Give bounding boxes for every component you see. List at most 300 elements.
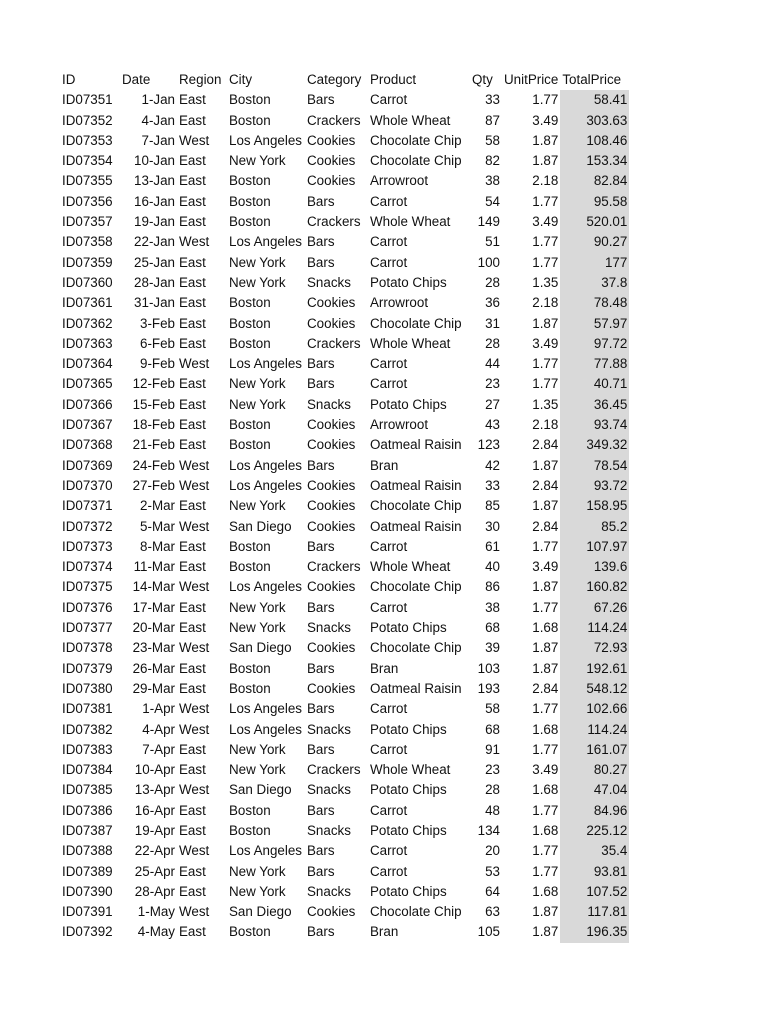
cell-city[interactable]: New York <box>229 274 286 290</box>
cell-region[interactable]: West <box>179 640 210 656</box>
cell-region[interactable]: East <box>179 559 206 575</box>
cell-product[interactable]: Chocolate Chip <box>370 315 462 331</box>
cell-id[interactable]: ID07373 <box>62 538 113 554</box>
cell-region[interactable]: West <box>179 477 210 493</box>
cell-id[interactable]: ID07365 <box>62 376 113 392</box>
cell-total-price[interactable]: 97.72 <box>560 334 629 354</box>
cell-category[interactable]: Cookies <box>307 437 356 453</box>
cell-unit-price[interactable]: 2.84 <box>532 518 559 534</box>
cell-unit-price[interactable]: 1.87 <box>532 904 559 920</box>
cell-qty[interactable]: 20 <box>485 843 500 859</box>
cell-date[interactable]: 8-Mar <box>140 538 175 554</box>
cell-id[interactable]: ID07368 <box>62 437 113 453</box>
cell-date[interactable]: 28-Apr <box>134 883 175 899</box>
header-region[interactable]: Region <box>179 72 222 87</box>
cell-qty[interactable]: 64 <box>485 883 500 899</box>
cell-region[interactable]: East <box>179 376 206 392</box>
cell-region[interactable]: East <box>179 680 206 696</box>
cell-qty[interactable]: 38 <box>485 599 500 615</box>
cell-category[interactable]: Bars <box>307 863 335 879</box>
cell-qty[interactable]: 30 <box>485 518 500 534</box>
cell-city[interactable]: San Diego <box>229 904 292 920</box>
cell-region[interactable]: East <box>179 599 206 615</box>
cell-id[interactable]: ID07390 <box>62 883 113 899</box>
cell-city[interactable]: Boston <box>229 559 271 575</box>
cell-id[interactable]: ID07364 <box>62 356 113 372</box>
cell-product[interactable]: Carrot <box>370 863 408 879</box>
cell-id[interactable]: ID07354 <box>62 153 113 169</box>
cell-region[interactable]: West <box>179 457 210 473</box>
cell-total-price[interactable]: 114.24 <box>560 618 629 638</box>
cell-total-price[interactable]: 80.27 <box>560 760 629 780</box>
cell-city[interactable]: New York <box>229 153 286 169</box>
cell-id[interactable]: ID07386 <box>62 802 113 818</box>
cell-id[interactable]: ID07385 <box>62 782 113 798</box>
cell-qty[interactable]: 38 <box>485 173 500 189</box>
cell-qty[interactable]: 68 <box>485 721 500 737</box>
cell-total-price[interactable]: 84.96 <box>560 801 629 821</box>
cell-product[interactable]: Potato Chips <box>370 620 447 636</box>
cell-city[interactable]: Boston <box>229 924 271 940</box>
cell-total-price[interactable]: 78.54 <box>560 456 629 476</box>
cell-id[interactable]: ID07362 <box>62 315 113 331</box>
cell-category[interactable]: Bars <box>307 356 335 372</box>
cell-category[interactable]: Bars <box>307 234 335 250</box>
cell-total-price[interactable]: 349.32 <box>560 435 629 455</box>
cell-category[interactable]: Bars <box>307 599 335 615</box>
cell-total-price[interactable]: 117.81 <box>560 902 629 922</box>
cell-product[interactable]: Potato Chips <box>370 274 447 290</box>
cell-total-price[interactable]: 160.82 <box>560 577 629 597</box>
cell-city[interactable]: New York <box>229 863 286 879</box>
cell-qty[interactable]: 39 <box>485 640 500 656</box>
cell-unit-price[interactable]: 1.87 <box>532 457 559 473</box>
cell-unit-price[interactable]: 1.77 <box>532 843 559 859</box>
cell-category[interactable]: Crackers <box>307 335 361 351</box>
cell-category[interactable]: Bars <box>307 660 335 676</box>
header-id[interactable]: ID <box>62 72 76 87</box>
cell-region[interactable]: East <box>179 274 206 290</box>
cell-category[interactable]: Crackers <box>307 214 361 230</box>
cell-total-price[interactable]: 139.6 <box>560 557 629 577</box>
cell-id[interactable]: ID07366 <box>62 396 113 412</box>
cell-total-price[interactable]: 82.84 <box>560 171 629 191</box>
cell-product[interactable]: Bran <box>370 457 399 473</box>
cell-id[interactable]: ID07357 <box>62 214 113 230</box>
header-qty[interactable]: Qty <box>472 72 493 87</box>
cell-qty[interactable]: 23 <box>485 376 500 392</box>
cell-unit-price[interactable]: 1.35 <box>532 396 559 412</box>
cell-total-price[interactable]: 93.81 <box>560 862 629 882</box>
cell-total-price[interactable]: 47.04 <box>560 780 629 800</box>
cell-category[interactable]: Cookies <box>307 579 356 595</box>
cell-date[interactable]: 11-Mar <box>133 559 175 575</box>
cell-category[interactable]: Cookies <box>307 173 356 189</box>
cell-unit-price[interactable]: 1.87 <box>532 153 559 169</box>
cell-region[interactable]: West <box>179 518 210 534</box>
cell-qty[interactable]: 27 <box>485 396 500 412</box>
cell-date[interactable]: 15-Feb <box>132 396 175 412</box>
cell-qty[interactable]: 33 <box>485 477 500 493</box>
cell-qty[interactable]: 86 <box>485 579 500 595</box>
cell-qty[interactable]: 23 <box>485 762 500 778</box>
cell-product[interactable]: Chocolate Chip <box>370 153 462 169</box>
cell-qty[interactable]: 28 <box>485 335 500 351</box>
cell-product[interactable]: Oatmeal Raisin <box>370 518 462 534</box>
cell-region[interactable]: West <box>179 234 210 250</box>
cell-region[interactable]: East <box>179 822 206 838</box>
cell-qty[interactable]: 53 <box>485 863 500 879</box>
cell-id[interactable]: ID07359 <box>62 254 113 270</box>
cell-date[interactable]: 7-Jan <box>141 132 175 148</box>
cell-qty[interactable]: 44 <box>485 356 500 372</box>
cell-region[interactable]: East <box>179 538 206 554</box>
cell-id[interactable]: ID07378 <box>62 640 113 656</box>
cell-id[interactable]: ID07356 <box>62 193 113 209</box>
cell-total-price[interactable]: 58.41 <box>560 90 629 110</box>
cell-city[interactable]: San Diego <box>229 782 292 798</box>
cell-qty[interactable]: 82 <box>485 153 500 169</box>
cell-category[interactable]: Cookies <box>307 640 356 656</box>
cell-qty[interactable]: 51 <box>485 234 500 250</box>
cell-date[interactable]: 6-Feb <box>140 335 175 351</box>
cell-total-price[interactable]: 107.52 <box>560 882 629 902</box>
cell-category[interactable]: Bars <box>307 457 335 473</box>
cell-total-price[interactable]: 520.01 <box>560 212 629 232</box>
cell-city[interactable]: New York <box>229 599 286 615</box>
cell-date[interactable]: 16-Jan <box>134 193 175 209</box>
cell-city[interactable]: New York <box>229 883 286 899</box>
cell-category[interactable]: Bars <box>307 741 335 757</box>
cell-product[interactable]: Oatmeal Raisin <box>370 680 462 696</box>
cell-product[interactable]: Potato Chips <box>370 396 447 412</box>
cell-id[interactable]: ID07375 <box>62 579 113 595</box>
cell-date[interactable]: 29-Mar <box>132 680 175 696</box>
header-product[interactable]: Product <box>370 72 417 87</box>
cell-region[interactable]: West <box>179 701 210 717</box>
cell-date[interactable]: 22-Jan <box>134 234 175 250</box>
cell-id[interactable]: ID07391 <box>62 904 113 920</box>
cell-city[interactable]: Boston <box>229 437 271 453</box>
cell-id[interactable]: ID07372 <box>62 518 113 534</box>
cell-date[interactable]: 31-Jan <box>134 295 175 311</box>
cell-unit-price[interactable]: 1.77 <box>532 356 559 372</box>
cell-category[interactable]: Snacks <box>307 883 351 899</box>
cell-city[interactable]: New York <box>229 254 286 270</box>
cell-region[interactable]: East <box>179 335 206 351</box>
cell-unit-price[interactable]: 1.77 <box>532 538 559 554</box>
cell-qty[interactable]: 149 <box>477 214 500 230</box>
header-total-price[interactable]: TotalPrice <box>562 72 622 87</box>
cell-qty[interactable]: 43 <box>485 417 500 433</box>
cell-unit-price[interactable]: 1.77 <box>532 863 559 879</box>
cell-category[interactable]: Cookies <box>307 680 356 696</box>
cell-qty[interactable]: 68 <box>485 620 500 636</box>
header-date[interactable]: Date <box>122 72 151 87</box>
cell-unit-price[interactable]: 1.87 <box>532 498 559 514</box>
cell-unit-price[interactable]: 1.77 <box>532 802 559 818</box>
cell-date[interactable]: 13-Apr <box>134 782 175 798</box>
cell-region[interactable]: East <box>179 620 206 636</box>
cell-city[interactable]: Los Angeles <box>229 579 302 595</box>
cell-date[interactable]: 17-Mar <box>132 599 175 615</box>
cell-qty[interactable]: 105 <box>477 924 500 940</box>
cell-product[interactable]: Carrot <box>370 843 408 859</box>
cell-region[interactable]: East <box>179 214 206 230</box>
cell-total-price[interactable]: 196.35 <box>560 922 629 942</box>
cell-unit-price[interactable]: 3.49 <box>532 214 559 230</box>
cell-total-price[interactable]: 153.34 <box>560 151 629 171</box>
cell-product[interactable]: Carrot <box>370 599 408 615</box>
cell-region[interactable]: East <box>179 762 206 778</box>
cell-region[interactable]: East <box>179 315 206 331</box>
cell-id[interactable]: ID07353 <box>62 132 113 148</box>
cell-category[interactable]: Cookies <box>307 295 356 311</box>
cell-id[interactable]: ID07376 <box>62 599 113 615</box>
cell-product[interactable]: Carrot <box>370 741 408 757</box>
cell-category[interactable]: Bars <box>307 701 335 717</box>
cell-total-price[interactable]: 107.97 <box>560 537 629 557</box>
cell-qty[interactable]: 123 <box>477 437 500 453</box>
cell-product[interactable]: Carrot <box>370 538 408 554</box>
cell-total-price[interactable]: 57.97 <box>560 314 629 334</box>
cell-product[interactable]: Potato Chips <box>370 721 447 737</box>
cell-date[interactable]: 13-Jan <box>134 173 175 189</box>
cell-date[interactable]: 22-Apr <box>134 843 175 859</box>
cell-product[interactable]: Chocolate Chip <box>370 904 462 920</box>
header-city[interactable]: City <box>229 72 253 87</box>
cell-unit-price[interactable]: 1.77 <box>532 254 559 270</box>
cell-total-price[interactable]: 93.74 <box>560 415 629 435</box>
cell-date[interactable]: 12-Feb <box>132 376 175 392</box>
cell-city[interactable]: Boston <box>229 822 271 838</box>
cell-date[interactable]: 4-Jan <box>141 112 175 128</box>
cell-unit-price[interactable]: 1.87 <box>532 660 559 676</box>
cell-category[interactable]: Crackers <box>307 559 361 575</box>
cell-product[interactable]: Oatmeal Raisin <box>370 477 462 493</box>
cell-category[interactable]: Cookies <box>307 518 356 534</box>
cell-product[interactable]: Bran <box>370 660 399 676</box>
cell-date[interactable]: 25-Jan <box>134 254 175 270</box>
cell-id[interactable]: ID07361 <box>62 295 113 311</box>
cell-city[interactable]: Los Angeles <box>229 721 302 737</box>
cell-category[interactable]: Bars <box>307 193 335 209</box>
cell-total-price[interactable]: 78.48 <box>560 293 629 313</box>
cell-region[interactable]: East <box>179 802 206 818</box>
cell-region[interactable]: West <box>179 721 210 737</box>
cell-city[interactable]: Boston <box>229 112 271 128</box>
cell-date[interactable]: 27-Feb <box>132 477 175 493</box>
cell-id[interactable]: ID07382 <box>62 721 113 737</box>
cell-unit-price[interactable]: 1.68 <box>532 883 559 899</box>
cell-qty[interactable]: 48 <box>485 802 500 818</box>
cell-date[interactable]: 16-Apr <box>134 802 175 818</box>
header-unit-price[interactable]: UnitPrice <box>504 72 559 87</box>
cell-date[interactable]: 1-Apr <box>142 701 175 717</box>
cell-unit-price[interactable]: 2.18 <box>532 173 559 189</box>
cell-total-price[interactable]: 90.27 <box>560 232 629 252</box>
cell-date[interactable]: 2-Mar <box>140 498 175 514</box>
cell-city[interactable]: Los Angeles <box>229 132 302 148</box>
cell-city[interactable]: Boston <box>229 173 271 189</box>
cell-id[interactable]: ID07367 <box>62 417 113 433</box>
cell-id[interactable]: ID07392 <box>62 924 113 940</box>
cell-product[interactable]: Potato Chips <box>370 782 447 798</box>
cell-date[interactable]: 4-Apr <box>142 721 175 737</box>
cell-date[interactable]: 3-Feb <box>140 315 175 331</box>
cell-city[interactable]: Boston <box>229 193 271 209</box>
cell-unit-price[interactable]: 2.84 <box>532 477 559 493</box>
cell-unit-price[interactable]: 2.18 <box>532 295 559 311</box>
cell-unit-price[interactable]: 1.87 <box>532 924 559 940</box>
cell-region[interactable]: East <box>179 193 206 209</box>
cell-category[interactable]: Cookies <box>307 417 356 433</box>
cell-id[interactable]: ID07379 <box>62 660 113 676</box>
cell-id[interactable]: ID07381 <box>62 701 113 717</box>
cell-total-price[interactable]: 158.95 <box>560 496 629 516</box>
cell-city[interactable]: New York <box>229 498 286 514</box>
cell-id[interactable]: ID07363 <box>62 335 113 351</box>
cell-product[interactable]: Chocolate Chip <box>370 640 462 656</box>
cell-qty[interactable]: 91 <box>485 741 500 757</box>
cell-unit-price[interactable]: 1.77 <box>532 193 559 209</box>
cell-product[interactable]: Arrowroot <box>370 295 429 311</box>
cell-category[interactable]: Cookies <box>307 477 356 493</box>
cell-product[interactable]: Whole Wheat <box>370 214 451 230</box>
cell-unit-price[interactable]: 1.77 <box>532 234 559 250</box>
cell-total-price[interactable]: 93.72 <box>560 476 629 496</box>
cell-city[interactable]: Los Angeles <box>229 457 302 473</box>
cell-date[interactable]: 23-Mar <box>132 640 175 656</box>
cell-city[interactable]: Los Angeles <box>229 477 302 493</box>
cell-region[interactable]: East <box>179 92 206 108</box>
cell-category[interactable]: Cookies <box>307 904 356 920</box>
cell-city[interactable]: New York <box>229 741 286 757</box>
cell-total-price[interactable]: 72.93 <box>560 638 629 658</box>
cell-city[interactable]: Boston <box>229 335 271 351</box>
cell-unit-price[interactable]: 1.68 <box>532 822 559 838</box>
cell-region[interactable]: East <box>179 153 206 169</box>
cell-category[interactable]: Bars <box>307 538 335 554</box>
cell-unit-price[interactable]: 1.68 <box>532 782 559 798</box>
cell-total-price[interactable]: 177 <box>560 253 629 273</box>
cell-region[interactable]: East <box>179 173 206 189</box>
cell-product[interactable]: Chocolate Chip <box>370 579 462 595</box>
cell-unit-price[interactable]: 3.49 <box>532 335 559 351</box>
cell-region[interactable]: West <box>179 904 210 920</box>
cell-category[interactable]: Snacks <box>307 721 351 737</box>
cell-category[interactable]: Bars <box>307 924 335 940</box>
cell-unit-price[interactable]: 1.87 <box>532 132 559 148</box>
cell-unit-price[interactable]: 1.77 <box>532 701 559 717</box>
cell-id[interactable]: ID07355 <box>62 173 113 189</box>
cell-product[interactable]: Arrowroot <box>370 417 429 433</box>
cell-total-price[interactable]: 40.71 <box>560 374 629 394</box>
cell-date[interactable]: 18-Feb <box>132 417 175 433</box>
cell-unit-price[interactable]: 2.18 <box>532 417 559 433</box>
cell-city[interactable]: Boston <box>229 295 271 311</box>
cell-region[interactable]: East <box>179 295 206 311</box>
cell-id[interactable]: ID07360 <box>62 274 113 290</box>
cell-city[interactable]: Boston <box>229 680 271 696</box>
cell-date[interactable]: 4-May <box>137 924 175 940</box>
cell-unit-price[interactable]: 1.77 <box>532 376 559 392</box>
cell-total-price[interactable]: 36.45 <box>560 395 629 415</box>
cell-total-price[interactable]: 37.8 <box>560 273 629 293</box>
cell-product[interactable]: Whole Wheat <box>370 112 451 128</box>
cell-city[interactable]: Boston <box>229 538 271 554</box>
cell-qty[interactable]: 28 <box>485 782 500 798</box>
cell-region[interactable]: East <box>179 254 206 270</box>
cell-city[interactable]: Boston <box>229 214 271 230</box>
cell-qty[interactable]: 103 <box>477 660 500 676</box>
cell-category[interactable]: Cookies <box>307 153 356 169</box>
cell-date[interactable]: 21-Feb <box>132 437 175 453</box>
cell-city[interactable]: Boston <box>229 92 271 108</box>
cell-unit-price[interactable]: 1.68 <box>532 620 559 636</box>
cell-qty[interactable]: 87 <box>485 112 500 128</box>
cell-category[interactable]: Bars <box>307 376 335 392</box>
cell-product[interactable]: Chocolate Chip <box>370 498 462 514</box>
cell-unit-price[interactable]: 2.84 <box>532 437 559 453</box>
cell-unit-price[interactable]: 1.77 <box>532 599 559 615</box>
cell-total-price[interactable]: 192.61 <box>560 659 629 679</box>
cell-id[interactable]: ID07388 <box>62 843 113 859</box>
cell-id[interactable]: ID07377 <box>62 620 113 636</box>
cell-product[interactable]: Carrot <box>370 254 408 270</box>
cell-qty[interactable]: 36 <box>485 295 500 311</box>
cell-region[interactable]: East <box>179 417 206 433</box>
cell-id[interactable]: ID07351 <box>62 92 113 108</box>
cell-unit-price[interactable]: 1.68 <box>532 721 559 737</box>
cell-qty[interactable]: 33 <box>485 92 500 108</box>
cell-qty[interactable]: 85 <box>485 498 500 514</box>
cell-qty[interactable]: 63 <box>485 904 500 920</box>
cell-qty[interactable]: 58 <box>485 132 500 148</box>
cell-id[interactable]: ID07383 <box>62 741 113 757</box>
cell-date[interactable]: 28-Jan <box>134 274 175 290</box>
cell-category[interactable]: Crackers <box>307 762 361 778</box>
cell-product[interactable]: Bran <box>370 924 399 940</box>
cell-category[interactable]: Snacks <box>307 782 351 798</box>
cell-unit-price[interactable]: 1.87 <box>532 640 559 656</box>
cell-category[interactable]: Snacks <box>307 274 351 290</box>
cell-date[interactable]: 10-Apr <box>134 762 175 778</box>
cell-id[interactable]: ID07384 <box>62 762 113 778</box>
cell-date[interactable]: 26-Mar <box>132 660 175 676</box>
cell-unit-price[interactable]: 3.49 <box>532 559 559 575</box>
cell-city[interactable]: Los Angeles <box>229 234 302 250</box>
cell-region[interactable]: East <box>179 498 206 514</box>
cell-region[interactable]: East <box>179 741 206 757</box>
cell-category[interactable]: Snacks <box>307 620 351 636</box>
cell-qty[interactable]: 54 <box>485 193 500 209</box>
cell-total-price[interactable]: 108.46 <box>560 131 629 151</box>
cell-date[interactable]: 10-Jan <box>134 153 175 169</box>
cell-city[interactable]: San Diego <box>229 518 292 534</box>
cell-region[interactable]: West <box>179 782 210 798</box>
cell-qty[interactable]: 40 <box>485 559 500 575</box>
cell-category[interactable]: Snacks <box>307 822 351 838</box>
cell-city[interactable]: San Diego <box>229 640 292 656</box>
cell-city[interactable]: Boston <box>229 417 271 433</box>
cell-category[interactable]: Bars <box>307 802 335 818</box>
cell-qty[interactable]: 42 <box>485 457 500 473</box>
cell-date[interactable]: 25-Apr <box>134 863 175 879</box>
cell-qty[interactable]: 31 <box>485 315 500 331</box>
cell-qty[interactable]: 58 <box>485 701 500 717</box>
cell-total-price[interactable]: 114.24 <box>560 720 629 740</box>
